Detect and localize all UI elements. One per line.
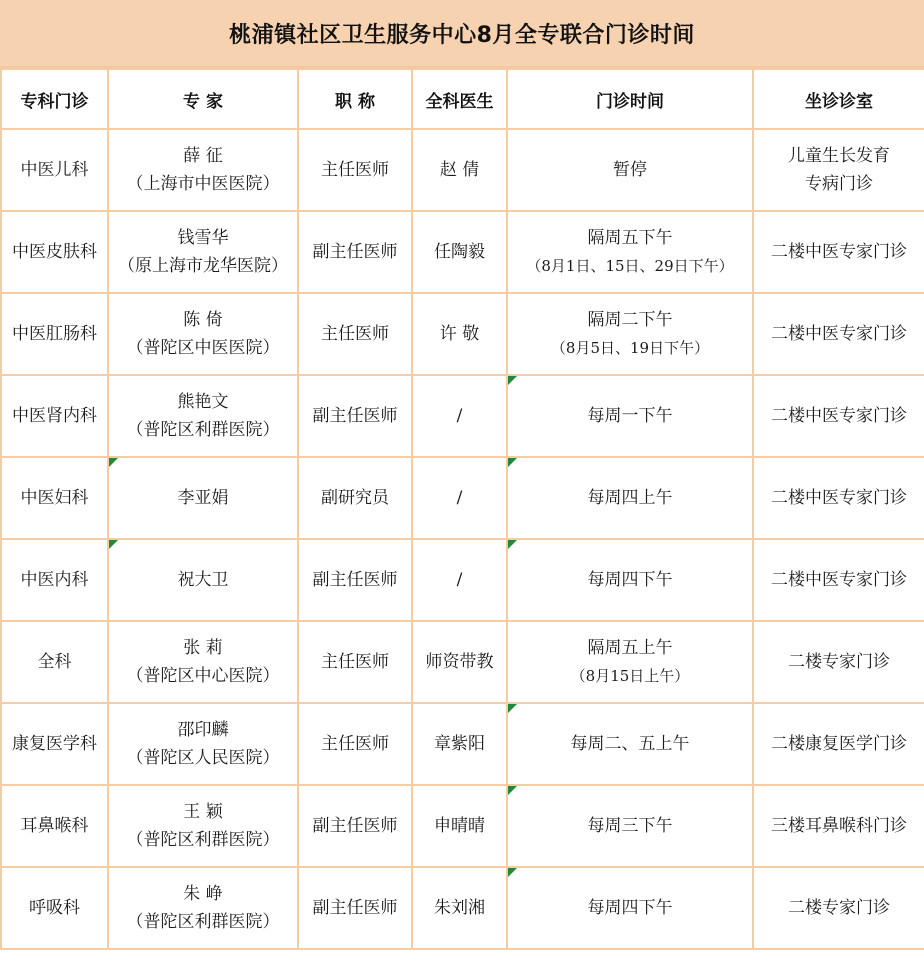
cell-title [298,867,412,949]
cell-gp [412,785,507,867]
clinic-time-note: （8月1日、15日、29日下午） [526,257,734,275]
expert-title: 副主任医师 [312,898,398,918]
cell-gp [412,703,507,785]
cell-time [507,211,753,293]
cell-gp [412,375,507,457]
cell-room [753,785,924,867]
cell-expert [108,867,298,949]
gp-name: 朱刘湘 [434,898,485,918]
cell-gp [412,621,507,703]
cell-gp [412,293,507,375]
dept-label: 中医内科 [20,570,89,590]
comment-indicator-icon [508,868,517,877]
expert-title: 副主任医师 [312,242,398,262]
clinic-time: 每周三下午 [587,816,673,836]
gp-name: 申晴晴 [434,816,485,836]
cell-dept [1,703,108,785]
clinic-room: 二楼中医专家门诊 [771,488,907,508]
clinic-time-note: （8月5日、19日下午） [550,339,710,357]
cell-room [753,457,924,539]
cell-title [298,539,412,621]
page-title: 桃浦镇社区卫生服务中心8月全专联合门诊时间 [229,22,695,48]
header-room: 坐诊诊室 [753,69,924,129]
dept-label: 呼吸科 [29,898,80,918]
gp-name: / [456,570,463,590]
expert-hospital: （普陀区利群医院） [126,420,280,440]
cell-dept [1,539,108,621]
table-row [1,621,924,703]
expert-hospital: （普陀区中医医院） [126,338,280,358]
header-expert: 专 家 [108,69,298,129]
table-row [1,867,924,949]
dept-label: 全科 [37,652,72,672]
expert-hospital: （普陀区中心医院） [126,666,280,686]
clinic-room: 二楼中医专家门诊 [771,242,907,262]
cell-title [298,129,412,211]
clinic-time: 隔周五上午 [587,638,673,658]
expert-title: 主任医师 [321,734,389,754]
gp-name: 赵 倩 [439,160,480,180]
cell-dept [1,293,108,375]
cell-expert [108,785,298,867]
cell-title [298,293,412,375]
clinic-time: 隔周二下午 [587,310,673,330]
gp-name: 章紫阳 [434,734,485,754]
cell-expert [108,703,298,785]
expert-title: 主任医师 [321,652,389,672]
table-row [1,785,924,867]
header-dept: 专科门诊 [1,69,108,129]
cell-expert [108,375,298,457]
clinic-time: 暂停 [613,160,647,180]
header-gp: 全科医生 [412,69,507,129]
expert-name: 邵印麟 [177,720,229,740]
cell-room [753,703,924,785]
cell-title [298,785,412,867]
cell-dept [1,785,108,867]
table-row [1,293,924,375]
expert-name: 王 颖 [183,802,223,822]
cell-time [507,867,753,949]
expert-hospital: （上海市中医医院） [126,174,280,194]
cell-dept [1,621,108,703]
clinic-time: 每周四上午 [587,488,673,508]
clinic-room-line2: 专病门诊 [805,174,873,194]
cell-expert [108,457,298,539]
cell-room [753,867,924,949]
cell-gp [412,539,507,621]
expert-title: 副主任医师 [312,406,398,426]
table-row [1,375,924,457]
clinic-room: 二楼专家门诊 [788,898,890,918]
comment-indicator-icon [109,540,118,549]
cell-expert [108,293,298,375]
table-row [1,457,924,539]
clinic-room: 儿童生长发育 [788,146,890,166]
cell-expert [108,621,298,703]
table-row [1,539,924,621]
expert-hospital: （原上海市龙华医院） [118,256,288,276]
dept-label: 康复医学科 [12,734,97,754]
clinic-time: 每周四下午 [587,898,673,918]
clinic-room: 二楼中医专家门诊 [771,406,907,426]
clinic-room: 三楼耳鼻喉科门诊 [771,816,907,836]
clinic-time: 每周二、五上午 [570,734,690,754]
dept-label: 中医皮肤科 [12,242,97,262]
cell-expert [108,211,298,293]
cell-room [753,621,924,703]
cell-title [298,375,412,457]
cell-dept [1,867,108,949]
schedule-table [0,68,924,950]
gp-name: 许 敬 [439,324,480,344]
cell-room [753,293,924,375]
cell-expert [108,129,298,211]
cell-time [507,703,753,785]
gp-name: 师资带教 [425,652,494,672]
clinic-time-note: （8月15日上午） [570,667,690,685]
expert-hospital: （普陀区利群医院） [126,830,280,850]
dept-label: 中医肾内科 [12,406,97,426]
cell-gp [412,211,507,293]
expert-name: 张 莉 [183,638,223,658]
expert-name: 李亚娟 [177,488,229,508]
header-row [1,69,924,129]
expert-name: 熊艳文 [177,392,229,412]
expert-title: 副研究员 [321,488,389,508]
expert-hospital: （普陀区利群医院） [126,912,280,932]
cell-dept [1,129,108,211]
table-row [1,703,924,785]
title-bar [0,0,924,68]
cell-dept [1,375,108,457]
comment-indicator-icon [508,376,517,385]
cell-room [753,375,924,457]
expert-name: 薛 征 [183,146,223,166]
clinic-room: 二楼中医专家门诊 [771,570,907,590]
clinic-room: 二楼中医专家门诊 [771,324,907,344]
clinic-time: 每周四下午 [587,570,673,590]
comment-indicator-icon [109,458,118,467]
table-row [1,129,924,211]
cell-room [753,129,924,211]
clinic-room: 二楼康复医学门诊 [771,734,907,754]
gp-name: / [456,488,463,508]
cell-time [507,539,753,621]
clinic-room: 二楼专家门诊 [788,652,890,672]
header-title: 职 称 [298,69,412,129]
expert-title: 副主任医师 [312,570,398,590]
dept-label: 耳鼻喉科 [20,816,89,836]
table-row [1,211,924,293]
comment-indicator-icon [508,704,517,713]
cell-time [507,621,753,703]
expert-title: 主任医师 [321,160,389,180]
cell-room [753,539,924,621]
cell-dept [1,211,108,293]
dept-label: 中医肛肠科 [12,324,97,344]
expert-title: 主任医师 [321,324,389,344]
comment-indicator-icon [508,786,517,795]
cell-time [507,129,753,211]
expert-hospital: （普陀区人民医院） [126,748,280,768]
header-time: 门诊时间 [507,69,753,129]
cell-time [507,785,753,867]
expert-title: 副主任医师 [312,816,398,836]
gp-name: 任陶毅 [434,242,485,262]
cell-title [298,703,412,785]
expert-name: 陈 倚 [183,310,223,330]
clinic-time: 每周一下午 [587,406,673,426]
cell-time [507,375,753,457]
dept-label: 中医儿科 [20,160,89,180]
cell-time [507,293,753,375]
cell-gp [412,457,507,539]
clinic-time: 隔周五下午 [587,228,673,248]
cell-gp [412,129,507,211]
cell-room [753,211,924,293]
gp-name: / [456,406,463,426]
cell-dept [1,457,108,539]
dept-label: 中医妇科 [20,488,89,508]
cell-title [298,457,412,539]
comment-indicator-icon [508,540,517,549]
expert-name: 祝大卫 [177,570,229,590]
comment-indicator-icon [508,458,517,467]
expert-name: 朱 峥 [183,884,223,904]
cell-title [298,621,412,703]
cell-time [507,457,753,539]
expert-name: 钱雪华 [177,228,229,248]
cell-gp [412,867,507,949]
cell-title [298,211,412,293]
cell-expert [108,539,298,621]
